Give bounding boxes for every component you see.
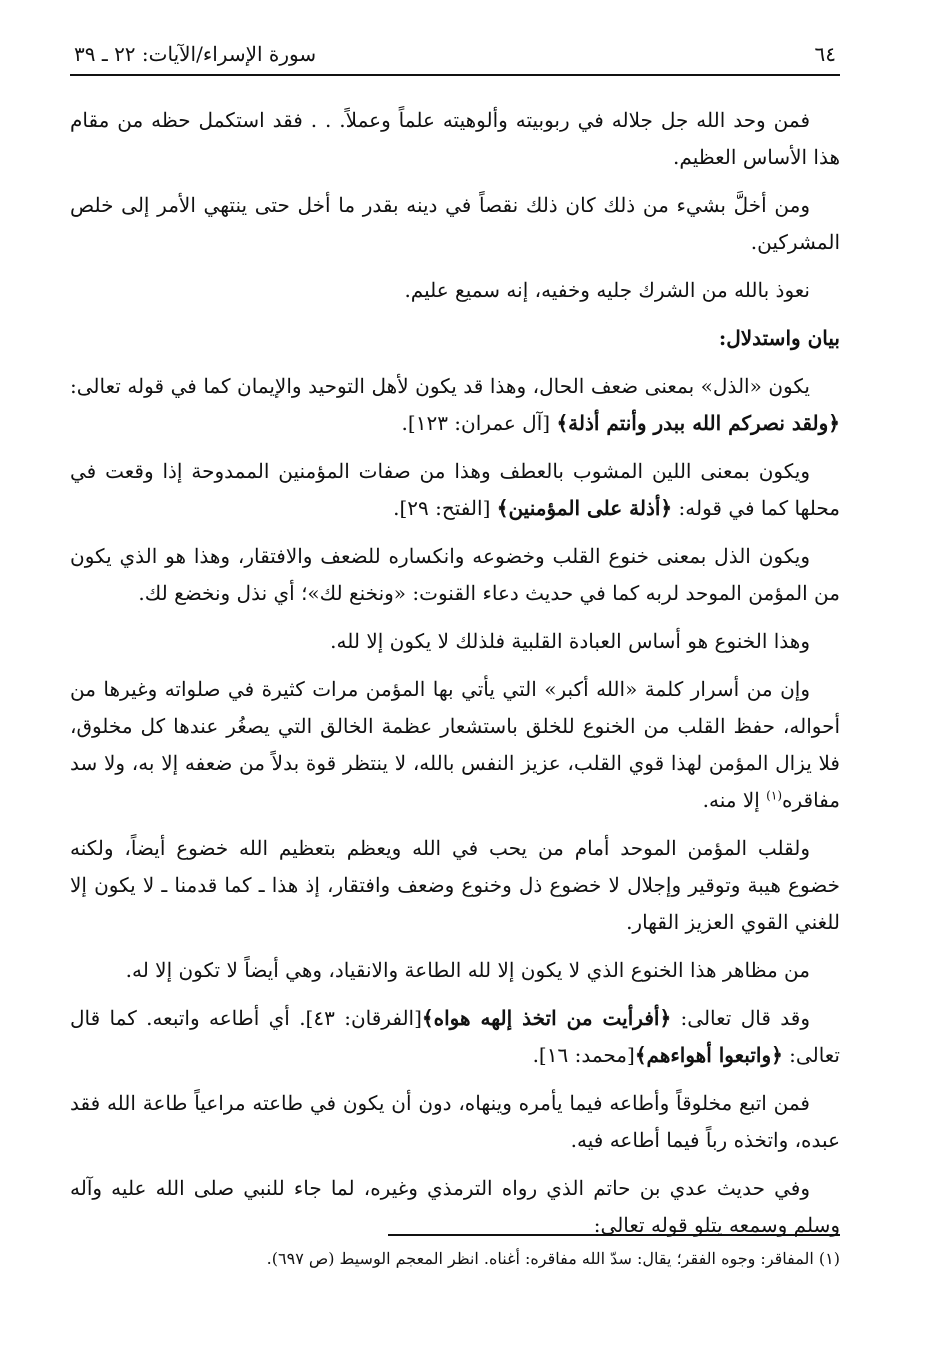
verse-citation: [آل عمران: ١٢٣]. (401, 411, 557, 435)
verse-citation: [محمد: ١٦]. (532, 1043, 635, 1067)
quran-verse: ﴿أذلة على المؤمنين﴾ (496, 496, 673, 520)
quran-verse: ﴿ولقد نصركم الله ببدر وأنتم أذلة﴾ (556, 411, 840, 435)
quran-verse: ﴿واتبعوا أهواءهم﴾ (634, 1043, 783, 1067)
paragraph (70, 368, 840, 442)
text-run: ويكون بمعنى اللين المشوب بالعطف وهذا من صفات المؤمنين الممدوحة إذا وقعت في محلها كما في قوله: (70, 459, 840, 520)
text-run: إلا منه. (702, 788, 767, 812)
footnote-divider (388, 1234, 840, 1236)
paragraph: وفي حديث عدي بن حاتم الذي رواه الترمذي وغيره، لما جاء للنبي صلى الله عليه وآله وسلم وسمعه يتلو قوله تعالى: (70, 1176, 840, 1237)
verse-citation: [الفتح: ٢٩]. (393, 496, 497, 520)
page-number: ٦٤ (814, 42, 836, 66)
main-text (70, 102, 840, 1244)
book-page (70, 40, 840, 1255)
paragraph: ويكون الذل بمعنى خنوع القلب وخضوعه وانكساره للضعف والافتقار، وهذا هو الذي يكون من المؤمن الموحد لربه كما في حديث دعاء القنوت: «ونخنع لك»؛ أي نذل ونخضع لك. (70, 544, 840, 605)
paragraph: نعوذ بالله من الشرك جليه وخفيه، إنه سميع عليم. (404, 278, 810, 302)
footnote-marker[interactable]: (١) (766, 788, 782, 803)
paragraph (70, 671, 840, 819)
paragraph: وهذا الخنوع هو أساس العبادة القلبية فلذلك لا يكون إلا لله. (330, 629, 810, 653)
text-run: وإن من أسرار كلمة «الله أكبر» التي يأتي بها المؤمن مرات كثيرة في صلواته وغيرها من أحواله، حفظ القلب من الخنوع للخلق باستشعار عظمة الخالق التي يصغُر عندها كل مخلوق، فلا يزال المؤمن لهذا قوي القلب، عزيز النفس بالله، لا ينتظر قوة بدلاً من ضعفه إلا به، ولا سد مفاقره (70, 677, 840, 812)
text-run: يكون «الذل» بمعنى ضعف الحال، وهذا قد يكون لأهل التوحيد والإيمان كما في قوله تعالى: (70, 374, 810, 398)
paragraph: فمن اتبع مخلوقاً وأطاعه فيما يأمره وينهاه، دون أن يكون في طاعته مراعياً طاعة الله فقد عبده، واتخذه رباً فيما أطاعه فيه. (70, 1091, 840, 1152)
text-run: [الفرقان: ٤٣]. أي أطاعه واتبعه. كما قال تعالى: (70, 1006, 840, 1067)
paragraph: من مظاهر هذا الخنوع الذي لا يكون إلا لله الطاعة والانقياد، وهي أيضاً لا تكون إلا له. (125, 958, 810, 982)
footnote: (١) المفاقر: وجوه الفقر؛ يقال: سدّ الله مفاقره: أغناه. انظر المعجم الوسيط (ص ٦٩٧). (266, 1249, 840, 1268)
paragraph (70, 453, 840, 527)
paragraph (70, 1000, 840, 1074)
paragraph: ولقلب المؤمن الموحد أمام من يحب في الله ويعظم بتعظيم الله خضوع أيضاً، ولكنه خضوع هيبة وتوقير وإجلال لا خضوع ذل وخنوع وضعف وافتقار، إذ هذا ـ كما قدمنا ـ لا يكون إلا للغني القوي العزيز القهار. (70, 836, 840, 934)
text-run: وقد قال تعالى: (671, 1006, 811, 1030)
paragraph: فمن وحد الله جل جلاله في ربوبيته وألوهيته علماً وعملاً. . . فقد استكمل حظه من مقام هذا الأساس العظيم. (70, 108, 840, 169)
running-header (70, 40, 840, 76)
quran-verse: ﴿أفرأيت من اتخذ إلهه هواه﴾ (421, 1006, 672, 1030)
section-heading: بيان واستدلال: (718, 326, 840, 350)
running-title: سورة الإسراء/الآيات: ٢٢ ـ ٣٩ (74, 42, 317, 66)
paragraph: ومن أخلَّ بشيء من ذلك كان ذلك نقصاً في دينه بقدر ما أخل حتى ينتهي الأمر إلى خلص المشركين. (70, 193, 840, 254)
